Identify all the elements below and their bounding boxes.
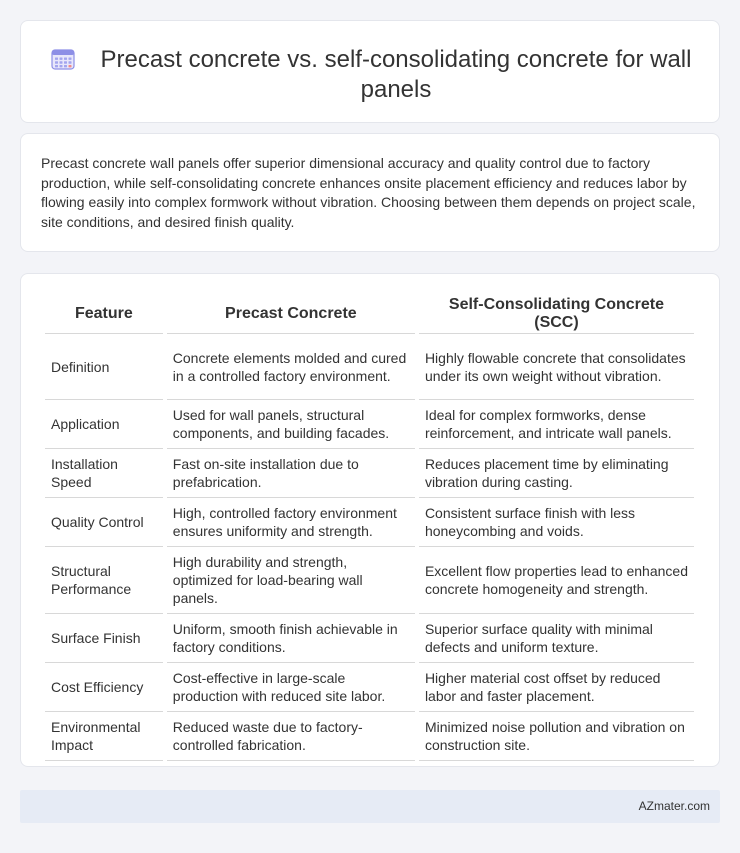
precast-cell: Cost-effective in large-scale production with reduced site labor.	[167, 663, 415, 712]
scc-cell: Minimized noise pollution and vibration on construction site.	[419, 712, 694, 761]
footer-bar	[20, 790, 720, 823]
comparison-card	[20, 273, 720, 767]
precast-cell: Fast on-site installation due to prefabrication.	[167, 449, 415, 498]
table-row	[45, 663, 694, 712]
scc-cell: Ideal for complex formworks, dense reinforcement, and intricate wall panels.	[419, 400, 694, 449]
precast-cell: Reduced waste due to factory-controlled fabrication.	[167, 712, 415, 761]
table-header-row	[45, 292, 694, 334]
precast-cell: High durability and strength, optimized for load-bearing wall panels.	[167, 547, 415, 614]
scc-cell: Higher material cost offset by reduced labor and faster placement.	[419, 663, 694, 712]
table-row	[45, 400, 694, 449]
scc-cell: Highly flowable concrete that consolidates under its own weight without vibration.	[419, 334, 694, 400]
header-precast: Precast Concrete	[167, 292, 415, 334]
feature-cell: Definition	[45, 334, 163, 400]
feature-cell: Quality Control	[45, 498, 163, 547]
scc-cell: Reduces placement time by eliminating vibration during casting.	[419, 449, 694, 498]
page-title: Precast concrete vs. self-consolidating concrete for wall panels	[100, 46, 692, 103]
comparison-table	[41, 292, 698, 761]
precast-cell: High, controlled factory environment ensures uniformity and strength.	[167, 498, 415, 547]
intro-paragraph: Precast concrete wall panels offer superior dimensional accuracy and quality control due to factory production, while self-consolidating concrete enhances onsite placement efficiency and reduces labor by flowing easily into complex formwork without vibration. Choosing between them depends on project scale, site conditions, and desired finish quality.	[41, 155, 696, 230]
precast-cell: Concrete elements molded and cured in a controlled factory environment.	[167, 334, 415, 400]
scc-cell: Consistent surface finish with less honeycombing and voids.	[419, 498, 694, 547]
table-row	[45, 712, 694, 761]
table-row	[45, 334, 694, 400]
feature-cell: Structural Performance	[45, 547, 163, 614]
table-row	[45, 547, 694, 614]
footer-source: AZmater.com	[638, 799, 710, 813]
feature-cell: Application	[45, 400, 163, 449]
scc-cell: Excellent flow properties lead to enhanced concrete homogeneity and strength.	[419, 547, 694, 614]
feature-cell: Cost Efficiency	[45, 663, 163, 712]
feature-cell: Surface Finish	[45, 614, 163, 663]
feature-cell: Installation Speed	[45, 449, 163, 498]
precast-cell: Uniform, smooth finish achievable in factory conditions.	[167, 614, 415, 663]
scc-cell: Superior surface quality with minimal defects and uniform texture.	[419, 614, 694, 663]
table-row	[45, 449, 694, 498]
header-scc: Self-Consolidating Concrete (SCC)	[419, 292, 694, 334]
intro-card	[20, 133, 720, 252]
header-feature: Feature	[45, 292, 163, 334]
title-card	[20, 20, 720, 123]
feature-cell: Environmental Impact	[45, 712, 163, 761]
calendar-icon	[51, 48, 75, 70]
precast-cell: Used for wall panels, structural components, and building facades.	[167, 400, 415, 449]
table-row	[45, 498, 694, 547]
table-row	[45, 614, 694, 663]
